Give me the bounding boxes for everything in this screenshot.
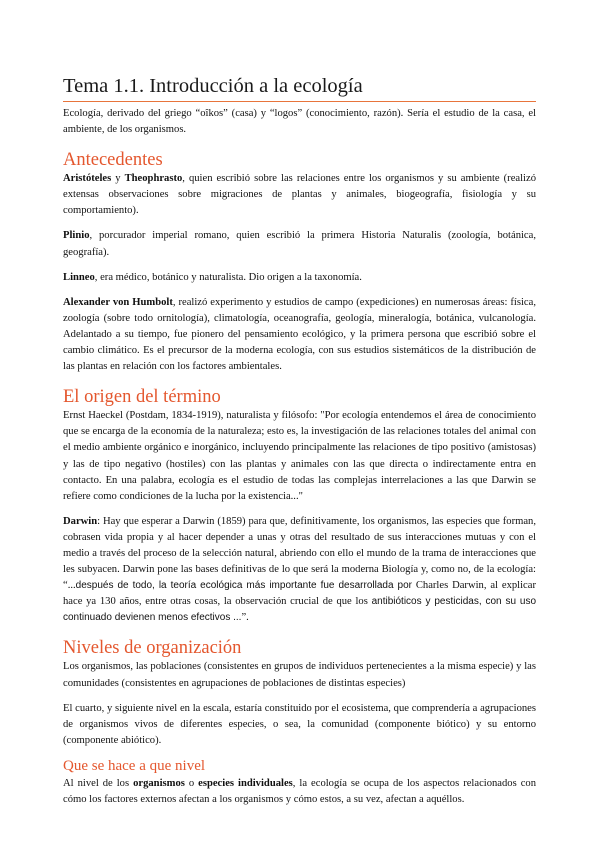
name-linneo: Linneo	[63, 271, 95, 283]
paragraph-linneo	[63, 270, 536, 286]
paragraph-humbolt	[63, 295, 536, 375]
name-theophrasto: Theophrasto	[124, 173, 183, 185]
paragraph-text: Al nivel de los	[63, 777, 134, 789]
quote-fragment-a: después de todo, la teoría ecológica más importante fue desarrollada por	[75, 580, 412, 592]
paragraph-aristoteles	[63, 171, 536, 219]
name-plinio: Plinio	[63, 230, 90, 242]
conjunction: y	[111, 173, 125, 185]
paragraph-text: , realizó experimento y estudios de campo (expediciones) en numerosas áreas: física, zoología (sobre todo ornitología), climatología, oceanografía, geología, mineralogía, botánica, vulcanología. Adelantado a su tiempo, fue pionero del pensamiento ecológico, y la primera persona que escribió sobre el cambio climático. Es el precursor de la moderna ecología, con sus estudios sistemáticos de la distribución de las plantas en relación con los factores ambientales.	[63, 296, 536, 373]
intro-paragraph: Ecología, derivado del griego “oîkos” (casa) y “logos” (conocimiento, razón). Sería el estudio de la casa, el ambiente, de los organismos.	[63, 108, 536, 136]
paragraph-text: , era médico, botánico y naturalista. Dio origen a la taxonomía.	[94, 271, 362, 283]
heading-que-se-hace: Que se hace a que nivel	[63, 757, 206, 774]
name-humbolt: Alexander von Humbolt	[63, 296, 173, 308]
name-aristoteles: Aristóteles	[63, 173, 112, 185]
paragraph-text: o	[184, 777, 199, 789]
paragraph-text: Charles Darwin, al explicar hace ya 130 años, entre otras cosas, la observación crucial de que los	[63, 580, 536, 608]
paragraph-niveles-2: El cuarto, y siguiente nivel en la escala, estaría constituido por el ecosistema, que comprendería a agrupaciones de organismos vivos de diferentes especies, o sea, la comunidad (componente biótico) y su entorno (componente abiótico).	[63, 702, 536, 746]
heading-antecedentes: Antecedentes	[63, 150, 163, 171]
paragraph-text: , quien escribió sobre las relaciones entre los organismos y su ambiente (realizó extensas observaciones sobre migraciones de plantas y animales, biogeografía, fisiología y su comportamiento).	[63, 173, 536, 217]
paragraph-text: , la ecología se ocupa de los aspectos relacionados con cómo los factores externos afectan a los organismos y cómo estos, a su vez, afectan a aquéllos.	[63, 777, 537, 805]
paragraph-text: : Hay que esperar a Darwin (1859) para que, definitivamente, los organismos, las especies que forman, cobrasen vida propia y al hacer depender a unas y otras del resultado de sus interacciones mutuas y con el medio a través del proceso de la selección natural, abriendo con ello el mundo de la trama de interacciones que les subyacen. Darwin pone las bases definitivas de lo que será la moderna Biología y, como no, de la ecología: “...	[63, 515, 536, 592]
page-title: Tema 1.1. Introducción a la ecología	[63, 74, 536, 102]
paragraph-haeckel: Ernst Haeckel (Postdam, 1834-1919), naturalista y filósofo: "Por ecología entendemos el área de conocimiento que se encarga de la economía de la naturaleza; esto es, la investigación de las relaciones totales del animal con el medio ambiente orgánico e inorgánico, incluyendo principalmente las relaciones de tipo positivo (amistosas) y las de tipo negativo (hostiles) con las plantas y animales con las que directa o indirectamente entra en contacto. En una palabra, ecología es el estudio de todas las complejas interrelaciones a las que Darwin se refiere como condiciones de la lucha por la existencia..."	[63, 410, 536, 502]
term-especies-individuales: especies individuales	[198, 777, 293, 789]
paragraph-niveles-1: Los organismos, las poblaciones (consistentes en grupos de individuos pertenecientes a la misma especie) y las comunidades (consistentes en agrupaciones de poblaciones de distintas especies)	[63, 661, 536, 689]
name-darwin: Darwin	[63, 515, 98, 527]
quote-fragment-b: antibióticos y pesticidas, con su uso continuado devienen menos efectivos ...	[63, 596, 537, 624]
paragraph-text: , porcurador imperial romano, quien escribió la primera Historia Naturalis (zoología, botánica, geografía).	[63, 230, 536, 258]
paragraph-que-se-hace	[63, 776, 536, 808]
paragraph-darwin	[63, 514, 536, 627]
paragraph-plinio	[63, 228, 536, 260]
heading-origen: El origen del término	[63, 387, 221, 408]
heading-niveles: Niveles de organización	[63, 638, 242, 659]
paragraph-text: ”.	[241, 612, 249, 624]
term-organismos: organismos	[133, 777, 185, 789]
